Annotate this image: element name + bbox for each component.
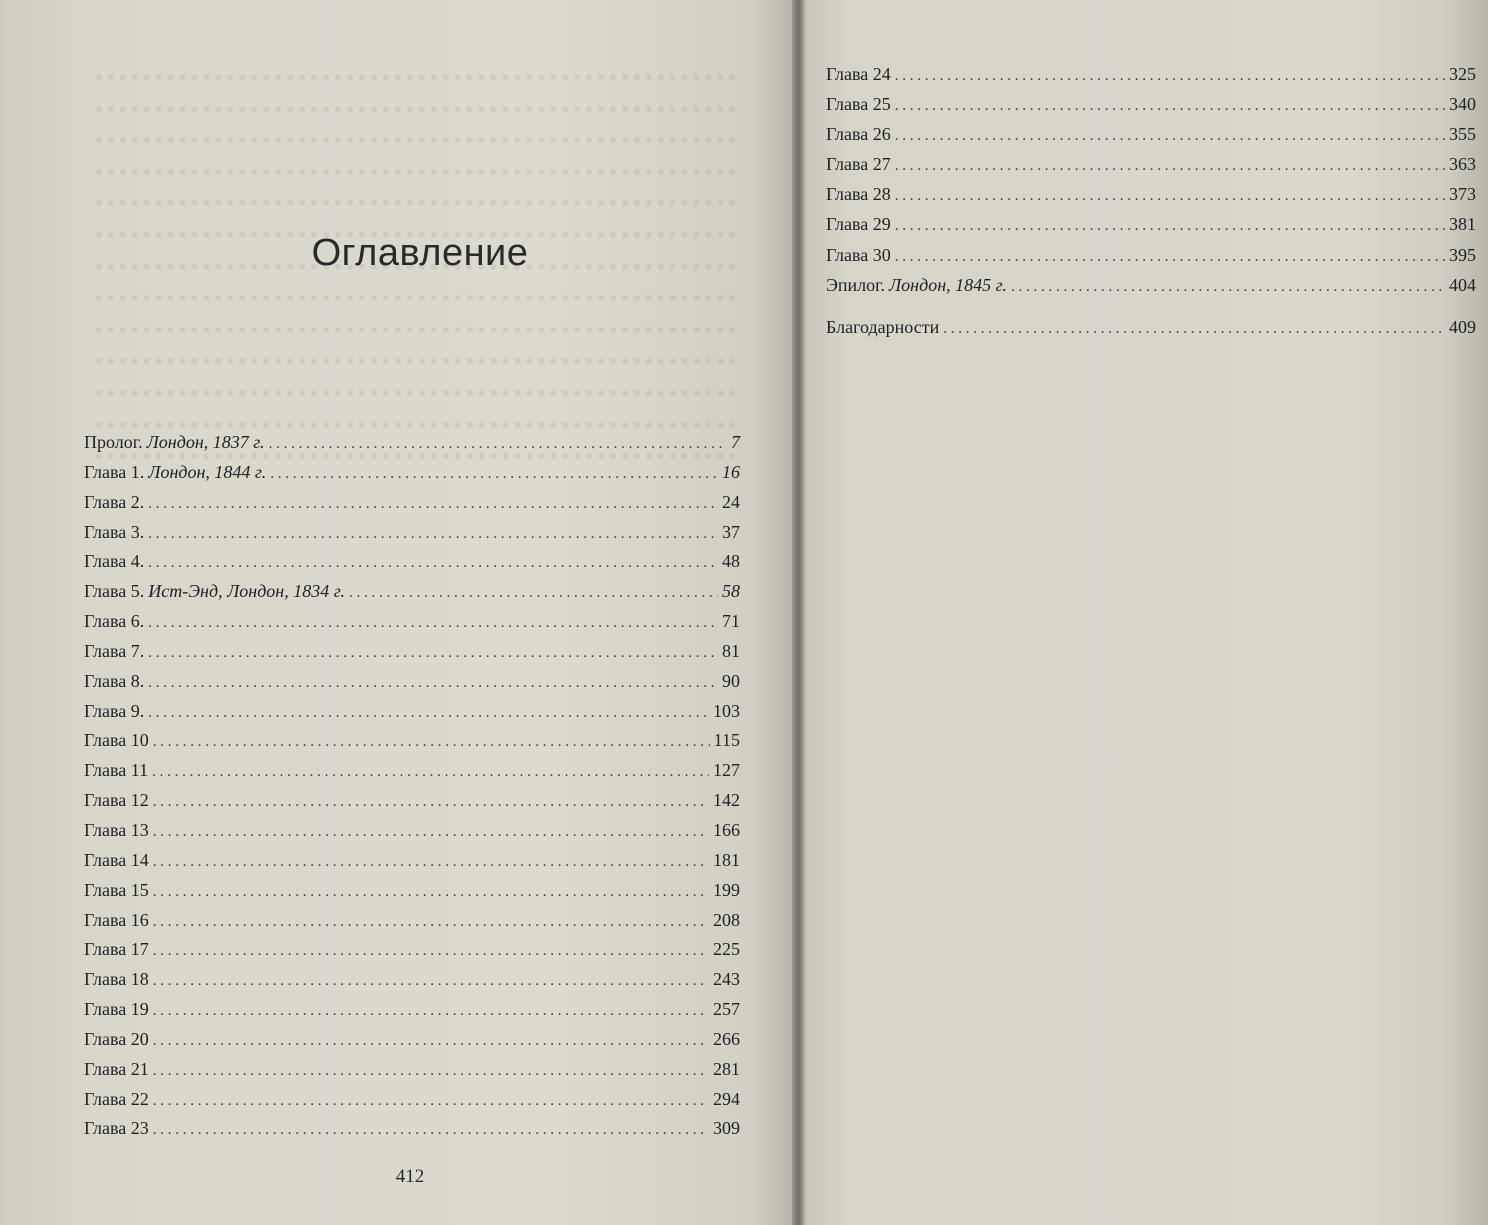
toc-entry-page: 373	[1449, 184, 1476, 205]
dot-leader	[895, 188, 1445, 205]
toc-entry-page: 281	[713, 1058, 740, 1079]
toc-entry-subtitle: Лондон, 1837 г.	[146, 432, 265, 452]
toc-entry-label: Глава 16	[84, 909, 149, 930]
toc-entry-subtitle: Лондон, 1844 г.	[148, 461, 267, 482]
toc-entry	[84, 1029, 740, 1059]
toc-entry	[84, 1059, 740, 1089]
toc-entry-label: Эпилог.	[826, 274, 885, 295]
toc-entry	[84, 850, 740, 880]
toc-entry	[84, 641, 740, 671]
toc-entry	[84, 522, 740, 552]
show-through-line	[96, 295, 736, 302]
toc-entry-page: 166	[713, 819, 740, 840]
toc-entry-page: 127	[713, 760, 740, 781]
toc-entry	[826, 184, 1476, 214]
toc-entry	[826, 245, 1476, 275]
dot-leader	[269, 436, 727, 453]
right-page	[806, 0, 1488, 1225]
toc-entry-label: Глава 26	[826, 124, 891, 145]
toc-entry-label: Глава 10	[84, 730, 149, 751]
show-through-line	[96, 169, 736, 176]
toc-entry-label: Глава 4.	[84, 551, 145, 572]
dot-leader	[153, 884, 709, 901]
toc-entry	[826, 275, 1476, 305]
toc-entry-label: Глава 22	[84, 1088, 149, 1109]
toc-entry-label: Глава 14	[84, 849, 149, 870]
show-through-line	[96, 358, 736, 365]
toc-entry	[84, 880, 740, 910]
toc-entry-label: Глава 19	[84, 999, 149, 1020]
book-spine	[792, 0, 806, 1225]
dot-leader	[153, 1093, 709, 1110]
toc-entry-label: Глава 28	[826, 184, 891, 205]
dot-leader	[895, 98, 1445, 115]
toc-entry-label: Глава 8.	[84, 670, 145, 691]
show-through-line	[96, 200, 736, 207]
toc-entry-page: 363	[1449, 154, 1476, 175]
page-number: 412	[395, 1166, 425, 1187]
toc-entry-label: Пролог.	[84, 432, 143, 452]
toc-entry-page: 115	[713, 730, 740, 751]
toc-entry-page: 103	[713, 700, 740, 721]
toc-entry-label: Глава 13	[84, 819, 149, 840]
show-through-line	[96, 390, 736, 397]
toc-entry-page: 257	[713, 999, 740, 1020]
toc-entry-page: 325	[1449, 64, 1476, 84]
dot-leader	[270, 466, 718, 483]
toc-entry-label: Благодарности	[826, 316, 940, 337]
toc-entry-page: 24	[722, 491, 740, 512]
dot-leader	[148, 645, 718, 662]
toc-list-left	[84, 432, 740, 1148]
dot-leader	[153, 734, 710, 751]
dot-leader	[148, 496, 718, 513]
dot-leader	[153, 973, 709, 990]
dot-leader	[148, 705, 709, 722]
toc-entry-page: 208	[713, 909, 740, 930]
dot-leader	[153, 794, 709, 811]
toc-entry	[826, 64, 1476, 94]
toc-entry	[84, 969, 740, 999]
toc-entry-label: Глава 11	[84, 760, 149, 781]
toc-entry-page: 340	[1449, 94, 1476, 115]
toc-entry-subtitle: Лондон, 1845 г.	[888, 274, 1007, 295]
toc-entry-label: Глава 1.	[84, 461, 145, 482]
dot-leader	[895, 128, 1445, 145]
toc-entry-page: 309	[713, 1118, 740, 1139]
toc-entry	[84, 551, 740, 581]
toc-entry-page: 37	[722, 521, 740, 542]
dot-leader	[895, 158, 1445, 175]
dot-leader	[153, 1003, 709, 1020]
toc-entry-label: Глава 3.	[84, 521, 145, 542]
dot-leader	[943, 321, 1445, 338]
toc-entry-label: Глава 29	[826, 214, 891, 235]
toc-entry-label: Глава 12	[84, 790, 149, 811]
toc-entry-page: 243	[713, 969, 740, 990]
toc-entry	[826, 154, 1476, 184]
toc-entry	[826, 214, 1476, 244]
toc-entry-label: Глава 27	[826, 154, 891, 175]
toc-entry	[84, 581, 740, 611]
dot-leader	[148, 675, 718, 692]
toc-entry	[84, 820, 740, 850]
toc-entry	[84, 1089, 740, 1119]
toc-entry	[84, 701, 740, 731]
dot-leader	[895, 249, 1445, 266]
toc-entry-label: Глава 21	[84, 1058, 149, 1079]
dot-leader	[1011, 279, 1445, 296]
toc-entry-page: 48	[722, 551, 740, 572]
dot-leader	[153, 824, 709, 841]
show-through-line	[96, 74, 736, 81]
toc-entry	[84, 611, 740, 641]
toc-entry-label: Глава 18	[84, 969, 149, 990]
toc-entry-label: Глава 23	[84, 1118, 149, 1139]
toc-spacer	[826, 305, 1476, 317]
toc-entry-page: 90	[722, 670, 740, 691]
toc-entry-page: 381	[1449, 214, 1476, 235]
toc-entry-label: Глава 15	[84, 879, 149, 900]
toc-entry-label: Глава 30	[826, 244, 891, 265]
toc-entry-page: 266	[713, 1028, 740, 1049]
toc-entry-page: 181	[713, 849, 740, 870]
toc-entry-page: 142	[713, 790, 740, 811]
toc-list-right	[826, 64, 1476, 347]
toc-entry-page: 409	[1449, 316, 1476, 337]
toc-entry	[84, 760, 740, 790]
toc-entry	[826, 124, 1476, 154]
dot-leader	[148, 615, 718, 632]
toc-entry-subtitle: Ист-Энд, Лондон, 1834 г.	[148, 581, 346, 602]
toc-entry-label: Глава 2.	[84, 491, 145, 512]
toc-entry-page: 58	[722, 581, 740, 602]
dot-leader	[153, 1122, 709, 1139]
toc-entry	[84, 432, 740, 462]
toc-entry	[826, 317, 1476, 347]
dot-leader	[153, 943, 709, 960]
toc-entry	[84, 730, 740, 760]
toc-entry	[84, 1118, 740, 1148]
toc-entry	[84, 939, 740, 969]
toc-title: Оглавление	[311, 232, 529, 274]
toc-entry	[84, 671, 740, 701]
show-through-line	[96, 327, 736, 334]
show-through-text	[96, 74, 736, 485]
toc-entry-label: Глава 17	[84, 939, 149, 960]
dot-leader	[895, 68, 1445, 85]
dot-leader	[152, 764, 709, 781]
dot-leader	[148, 526, 718, 543]
toc-entry-label: Глава 5.	[84, 581, 145, 602]
toc-entry	[84, 492, 740, 522]
toc-entry-label: Глава 7.	[84, 640, 145, 661]
dot-leader	[153, 914, 709, 931]
toc-entry	[84, 462, 740, 492]
toc-entry-page: 395	[1449, 244, 1476, 265]
toc-entry-page: 225	[713, 939, 740, 960]
dot-leader	[153, 854, 709, 871]
show-through-line	[96, 137, 736, 144]
toc-entry-page: 16	[722, 461, 740, 482]
toc-entry-page: 355	[1449, 124, 1476, 145]
toc-entry-page: 7	[731, 432, 740, 452]
toc-entry	[826, 94, 1476, 124]
show-through-line	[96, 106, 736, 113]
toc-entry-page: 294	[713, 1088, 740, 1109]
toc-entry-label: Глава 9.	[84, 700, 145, 721]
toc-entry-page: 404	[1449, 274, 1476, 295]
toc-entry-page: 71	[722, 611, 740, 632]
toc-entry-label: Глава 24	[826, 64, 891, 84]
toc-entry	[84, 999, 740, 1029]
toc-entry	[84, 910, 740, 940]
dot-leader	[895, 218, 1445, 235]
toc-entry-label: Глава 6.	[84, 611, 145, 632]
toc-entry	[84, 790, 740, 820]
toc-entry-label: Глава 25	[826, 94, 891, 115]
dot-leader	[153, 1063, 709, 1080]
show-through-line	[96, 422, 736, 429]
dot-leader	[153, 1033, 709, 1050]
toc-entry-label: Глава 20	[84, 1028, 149, 1049]
dot-leader	[148, 555, 718, 572]
toc-entry-page: 81	[722, 640, 740, 661]
toc-entry-page: 199	[713, 879, 740, 900]
dot-leader	[349, 585, 718, 602]
